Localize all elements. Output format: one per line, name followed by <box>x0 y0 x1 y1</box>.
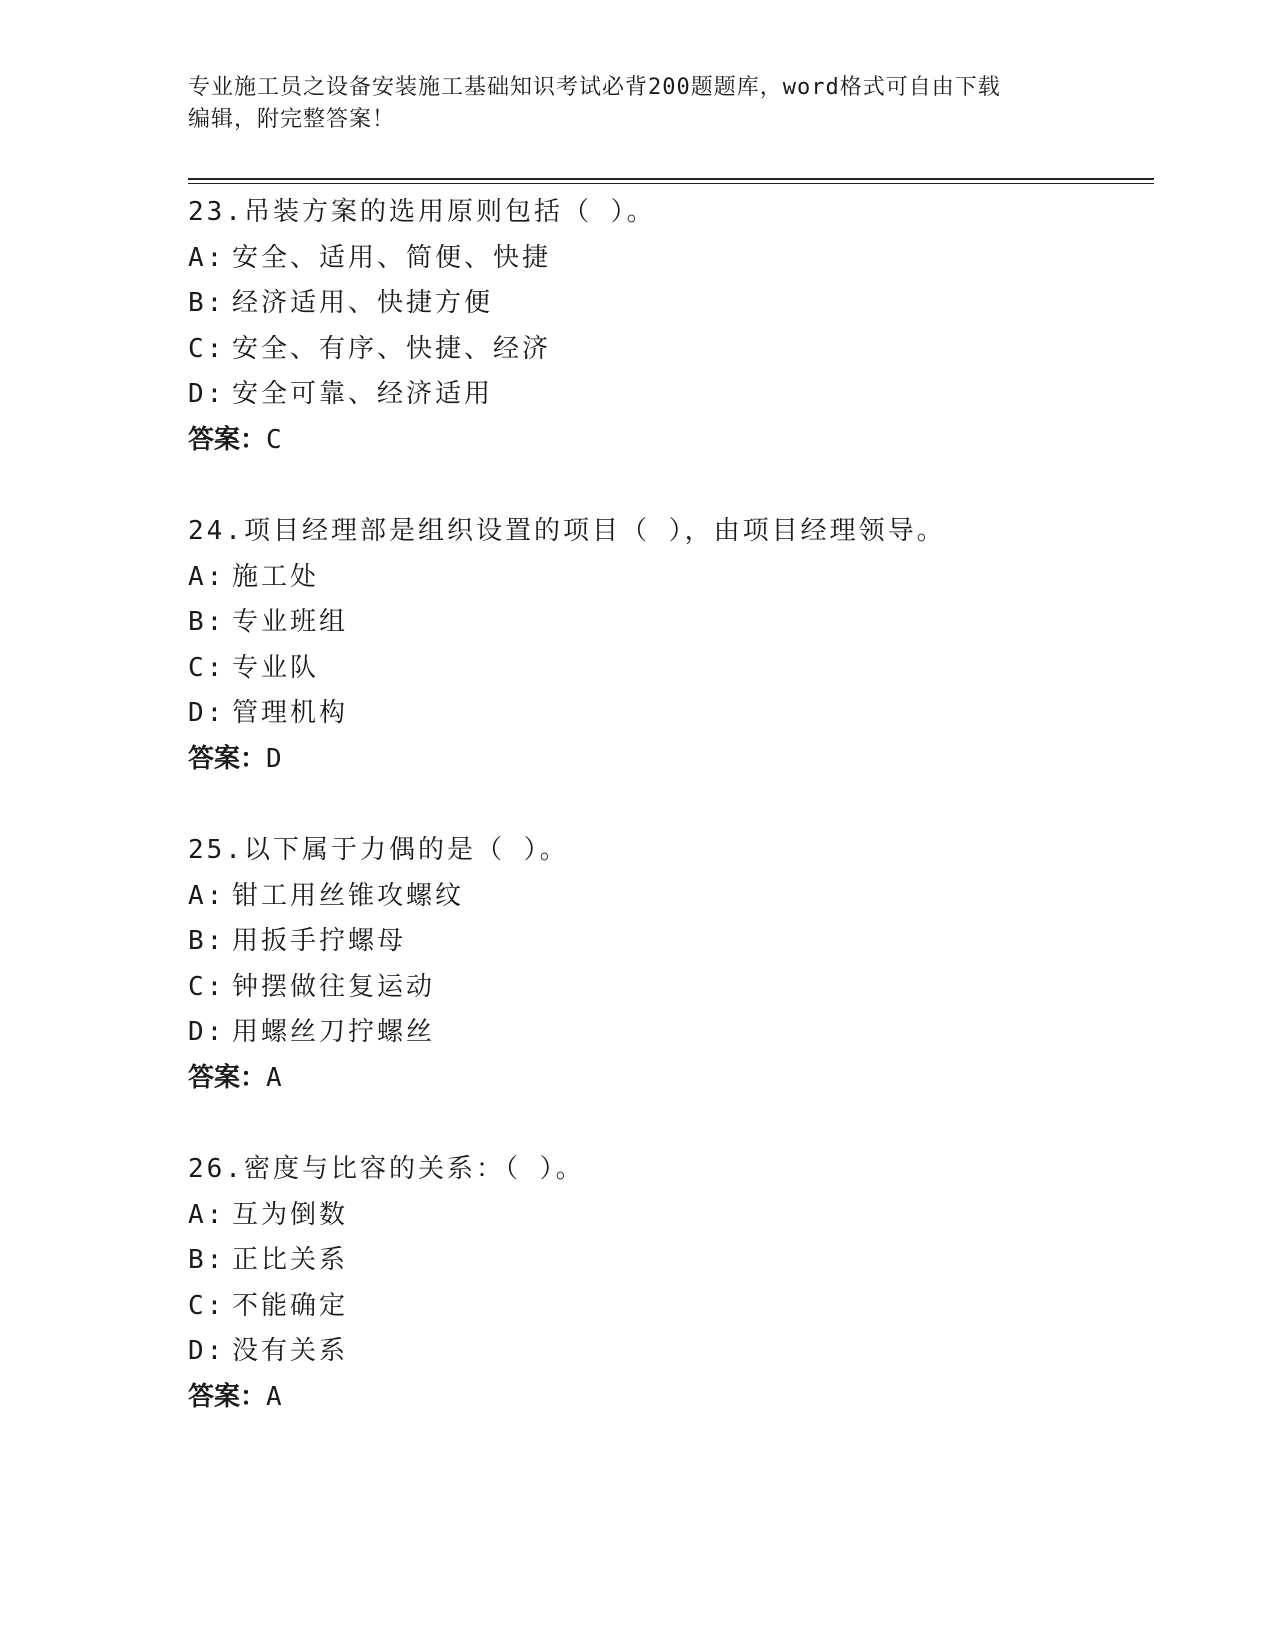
answer-label: 答案： <box>188 424 267 455</box>
option-d <box>188 691 1154 737</box>
option-text: 用螺丝刀拧螺丝 <box>232 1017 436 1047</box>
header-line-1: 专业施工员之设备安装施工基础知识考试必背200题题库，word格式可自由下载 <box>188 75 1001 100</box>
option-b <box>188 919 1154 965</box>
option-text: 管理机构 <box>232 698 349 728</box>
option-text: 没有关系 <box>232 1336 349 1366</box>
option-letter: A: <box>188 561 226 592</box>
question-stem: 26.密度与比容的关系：（ ）。 <box>188 1154 585 1184</box>
option-text: 不能确定 <box>232 1290 349 1321</box>
question-list <box>188 190 1154 1466</box>
option-letter: D: <box>188 698 226 728</box>
answer-label: 答案： <box>188 1062 267 1093</box>
answer-label: 答案： <box>188 1381 267 1412</box>
option-c <box>188 327 1154 373</box>
header-line-2: 编辑，附完整答案！ <box>188 107 396 132</box>
option-b <box>188 281 1154 327</box>
option-text: 用扳手拧螺母 <box>232 926 407 956</box>
option-b <box>188 1238 1154 1284</box>
option-d <box>188 1329 1154 1375</box>
option-text: 专业班组 <box>232 607 349 637</box>
option-letter: C: <box>188 1290 226 1321</box>
option-letter: D: <box>188 1336 226 1366</box>
option-a <box>188 874 1154 920</box>
answer-label: 答案： <box>188 743 267 774</box>
answer-value: D <box>266 743 284 774</box>
option-a <box>188 236 1154 282</box>
option-text: 安全可靠、经济适用 <box>232 379 494 409</box>
option-letter: A: <box>188 880 226 911</box>
option-c <box>188 965 1154 1011</box>
option-c <box>188 1284 1154 1330</box>
option-text: 钳工用丝锥攻螺纹 <box>232 880 465 911</box>
option-a <box>188 555 1154 601</box>
option-text: 互为倒数 <box>232 1199 349 1230</box>
option-letter: A: <box>188 242 226 273</box>
answer-line <box>188 1056 1154 1102</box>
question-item <box>188 1147 1154 1420</box>
document-header <box>188 72 1068 136</box>
option-d <box>188 372 1154 418</box>
question-stem: 25.以下属于力偶的是（ ）。 <box>188 835 569 865</box>
option-b <box>188 600 1154 646</box>
option-letter: D: <box>188 379 226 409</box>
answer-line <box>188 1375 1154 1421</box>
option-letter: C: <box>188 652 226 683</box>
option-text: 安全、适用、简便、快捷 <box>232 242 552 273</box>
option-letter: C: <box>188 333 226 364</box>
option-d <box>188 1010 1154 1056</box>
option-text: 专业队 <box>232 652 320 683</box>
question-item <box>188 509 1154 782</box>
option-letter: B: <box>188 1245 226 1275</box>
answer-line <box>188 418 1154 464</box>
header-divider-thin <box>188 183 1154 184</box>
answer-value: C <box>266 424 284 455</box>
option-a <box>188 1193 1154 1239</box>
option-letter: B: <box>188 926 226 956</box>
option-text: 安全、有序、快捷、经济 <box>232 333 552 364</box>
answer-value: A <box>266 1062 284 1093</box>
option-text: 正比关系 <box>232 1245 349 1275</box>
option-letter: A: <box>188 1199 226 1230</box>
option-text: 经济适用、快捷方便 <box>232 288 494 318</box>
option-letter: B: <box>188 607 226 637</box>
answer-line <box>188 737 1154 783</box>
option-text: 钟摆做往复运动 <box>232 971 436 1002</box>
option-letter: B: <box>188 288 226 318</box>
question-stem: 23.吊装方案的选用原则包括（ ）。 <box>188 197 656 227</box>
option-letter: C: <box>188 971 226 1002</box>
option-letter: D: <box>188 1017 226 1047</box>
answer-value: A <box>266 1381 284 1412</box>
question-item <box>188 190 1154 463</box>
option-c <box>188 646 1154 692</box>
question-item <box>188 828 1154 1101</box>
question-stem: 24.项目经理部是组织设置的项目（ ），由项目经理领导。 <box>188 516 946 546</box>
header-divider <box>188 178 1154 180</box>
option-text: 施工处 <box>232 561 320 592</box>
